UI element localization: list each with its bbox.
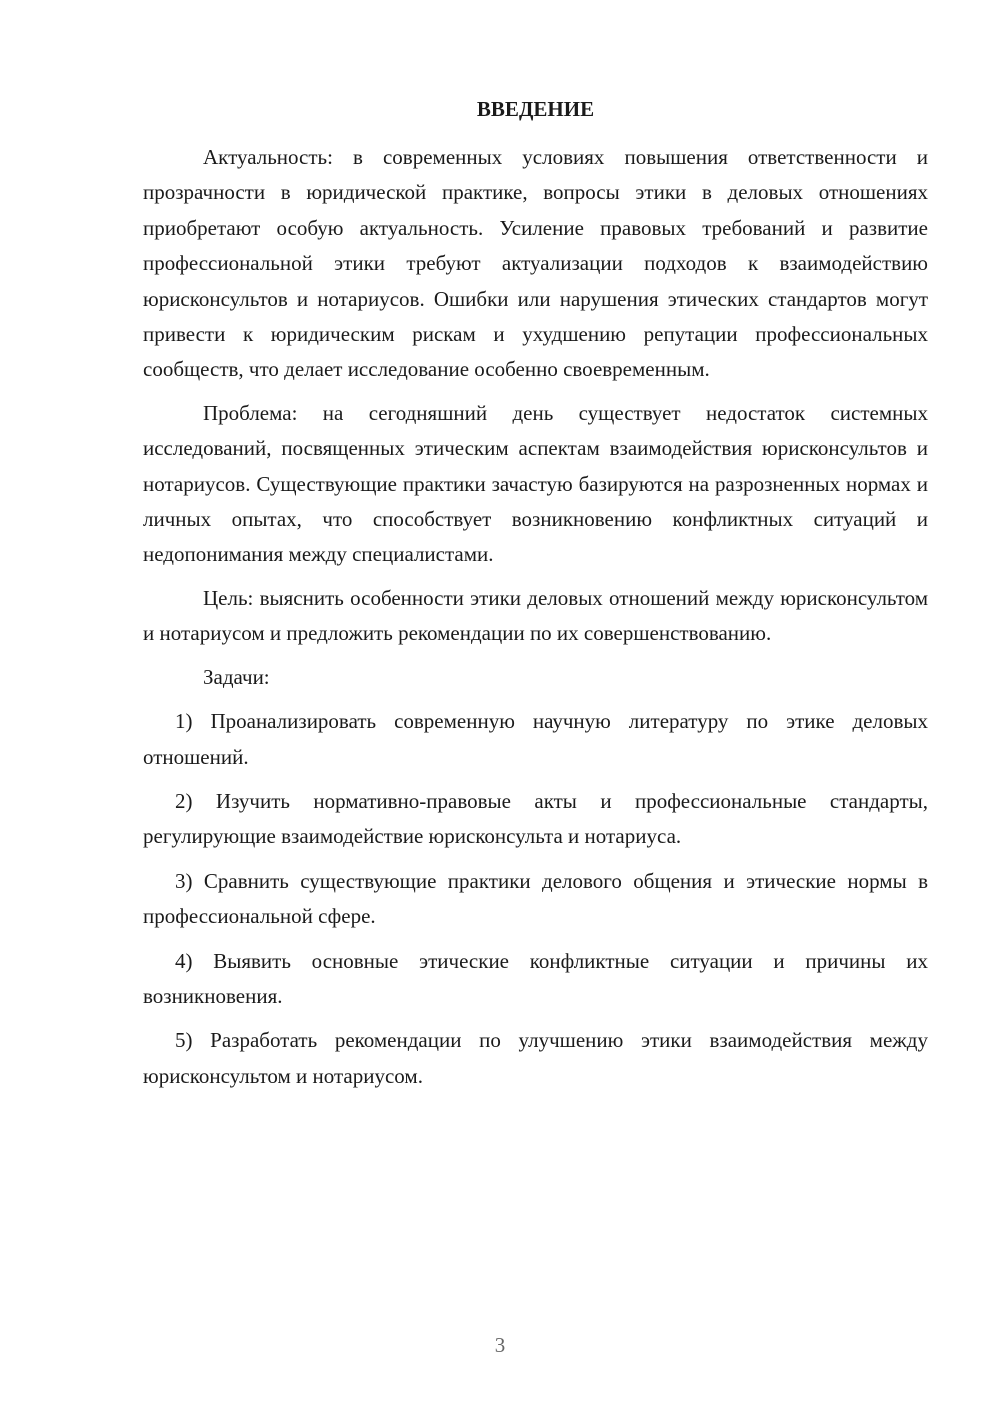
tasks-label: Задачи: (203, 664, 270, 689)
problem-paragraph: Проблема: на сегодняшний день существует недостаток системных исследований, посвященных этическим аспектам взаимодействия юрисконсультов и нотариусов. Существующие практики зачастую базируются на разрозненных нормах и личных опытах, что способствует возникновению конфликтных ситуаций и недопонимания между специалистами. (143, 400, 928, 567)
relevance-paragraph: Актуальность: в современных условиях повышения ответственности и прозрачности в юридической практике, вопросы этики в деловых отношениях приобретают особую актуальность. Усиление правовых требований и развитие профессиональной этики требуют актуализации подходов к взаимодействию юрисконсультов и нотариусов. Ошибки или нарушения этических стандартов могут привести к юридическим рискам и ухудшению репутации профессиональных сообществ, что делает исследование особенно своевременным. (143, 145, 928, 382)
task-item-3: 3) Сравнить существующие практики делового общения и этические нормы в профессиональной сфере. (143, 868, 928, 929)
task-item-5: 5) Разработать рекомендации по улучшению этики взаимодействия между юрисконсультом и нотариусом. (143, 1028, 928, 1088)
task-item-2: 2) Изучить нормативно-правовые акты и профессиональные стандарты, регулирующие взаимодействие юрисконсульта и нотариуса. (143, 788, 928, 849)
document-body (143, 93, 928, 1094)
page-number: 3 (494, 1333, 506, 1357)
task-item-4: 4) Выявить основные этические конфликтные ситуации и причины их возникновения. (143, 948, 928, 1008)
section-heading: ВВЕДЕНИЕ (476, 97, 595, 121)
goal-paragraph: Цель: выяснить особенности этики деловых отношений между юрисконсультом и нотариусом и предложить рекомендации по их совершенствованию. (143, 585, 928, 646)
task-item-1: 1) Проанализировать современную научную литературу по этике деловых отношений. (143, 709, 928, 769)
